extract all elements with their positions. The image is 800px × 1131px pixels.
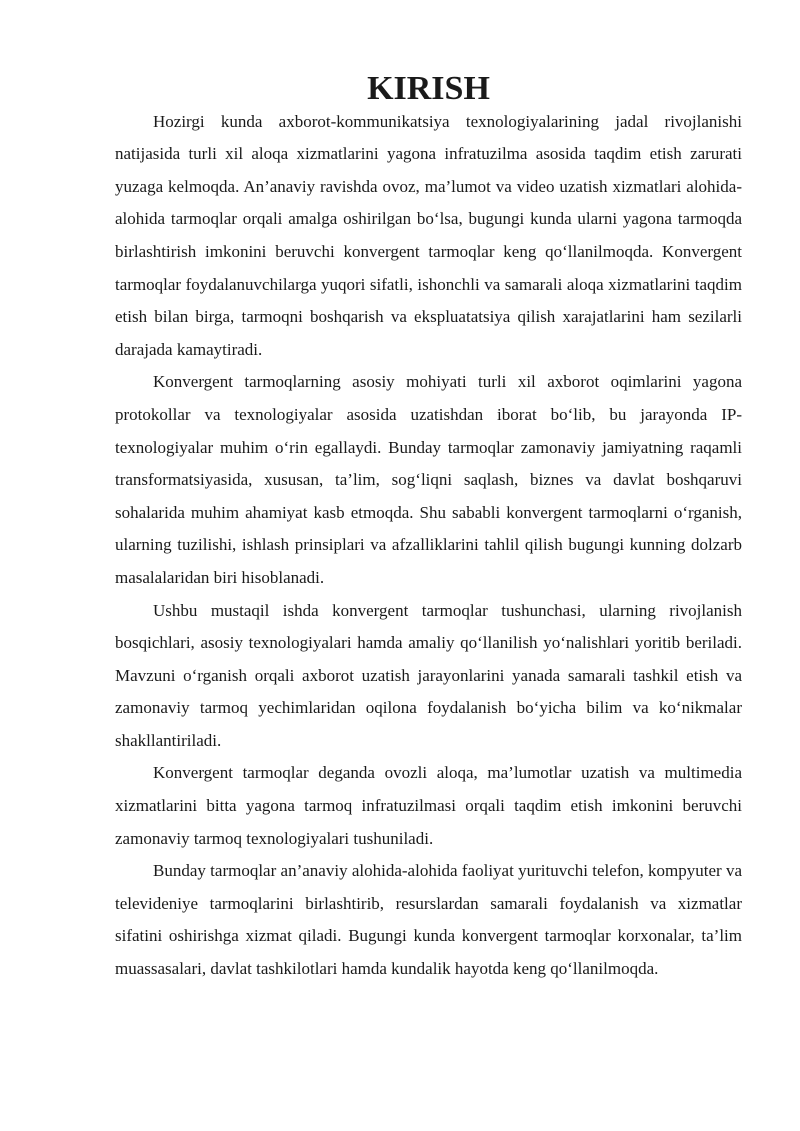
document-body	[115, 70, 742, 986]
paragraph-4: Konvergent tarmoqlar deganda ovozli aloqa, ma’lumotlar uzatish va multimedia xizmatlarini bitta yagona tarmoq infratuzilmasi orqali taqdim etish imkonini beruvchi zamonaviy tarmoq texnologiyalari tushuniladi.	[115, 763, 742, 848]
paragraph-3: Ushbu mustaqil ishda konvergent tarmoqlar tushunchasi, ularning rivojlanish bosqichlari, asosiy texnologiyalari hamda amaliy qo‘llanilish yo‘nalishlari yoritib beriladi. Mavzuni o‘rganish orqali axborot uzatish jarayonlarini yanada samarali tashkil etish va zamonaviy tarmoq yechimlaridan oqilona foydalanish bo‘yicha bilim va ko‘nikmalar shakllantiriladi.	[115, 600, 742, 750]
paragraph-2: Konvergent tarmoqlarning asosiy mohiyati turli xil axborot oqimlarini yagona protokollar va texnologiyalar asosida uzatishdan iborat bo‘lib, bu jarayonda IP-texnologiyalar muhim o‘rin egallaydi. Bunday tarmoqlar zamonaviy jamiyatning raqamli transformatsiyasida, xususan, ta’lim, sog‘liqni saqlash, biznes va davlat boshqaruvi sohalarida muhim ahamiyat kasb etmoqda. Shu sababli konvergent tarmoqlarni o‘rganish, ularning tuzilishi, ishlash prinsiplari va afzalliklarini tahlil qilish bugungi kunning dolzarb masalalaridan biri hisoblanadi.	[115, 372, 742, 587]
paragraph-1: Hozirgi kunda axborot-kommunikatsiya texnologiyalarining jadal rivojlanishi natijasida turli xil aloqa xizmatlarini yagona infratuzilma asosida taqdim etish zarurati yuzaga kelmoqda. An’anaviy ravishda ovoz, ma’lumot va video uzatish xizmatlari alohida-alohida tarmoqlar orqali amalga oshirilgan bo‘lsa, bugungi kunda ularni yagona tarmoqda birlashtirish imkonini beruvchi konvergent tarmoqlar keng qo‘llanilmoqda. Konvergent tarmoqlar foydalanuvchilarga yuqori sifatli, ishonchli va samarali aloqa xizmatlarini taqdim etish bilan birga, tarmoqni boshqarish va ekspluatatsiya qilish xarajatlarini ham sezilarli darajada kamaytiradi.	[115, 111, 742, 359]
paragraph-5: Bunday tarmoqlar an’anaviy alohida-alohida faoliyat yurituvchi telefon, kompyuter va televideniye tarmoqlarini birlashtirib, resurslardan samarali foydalanish va xizmatlar sifatini oshirishga xizmat qiladi. Bugungi kunda konvergent tarmoqlar korxonalar, ta’lim muassasalari, davlat tashkilotlari hamda kundalik hayotda keng qo‘llanilmoqda.	[115, 861, 742, 979]
page-title: KIRISH	[367, 70, 490, 107]
